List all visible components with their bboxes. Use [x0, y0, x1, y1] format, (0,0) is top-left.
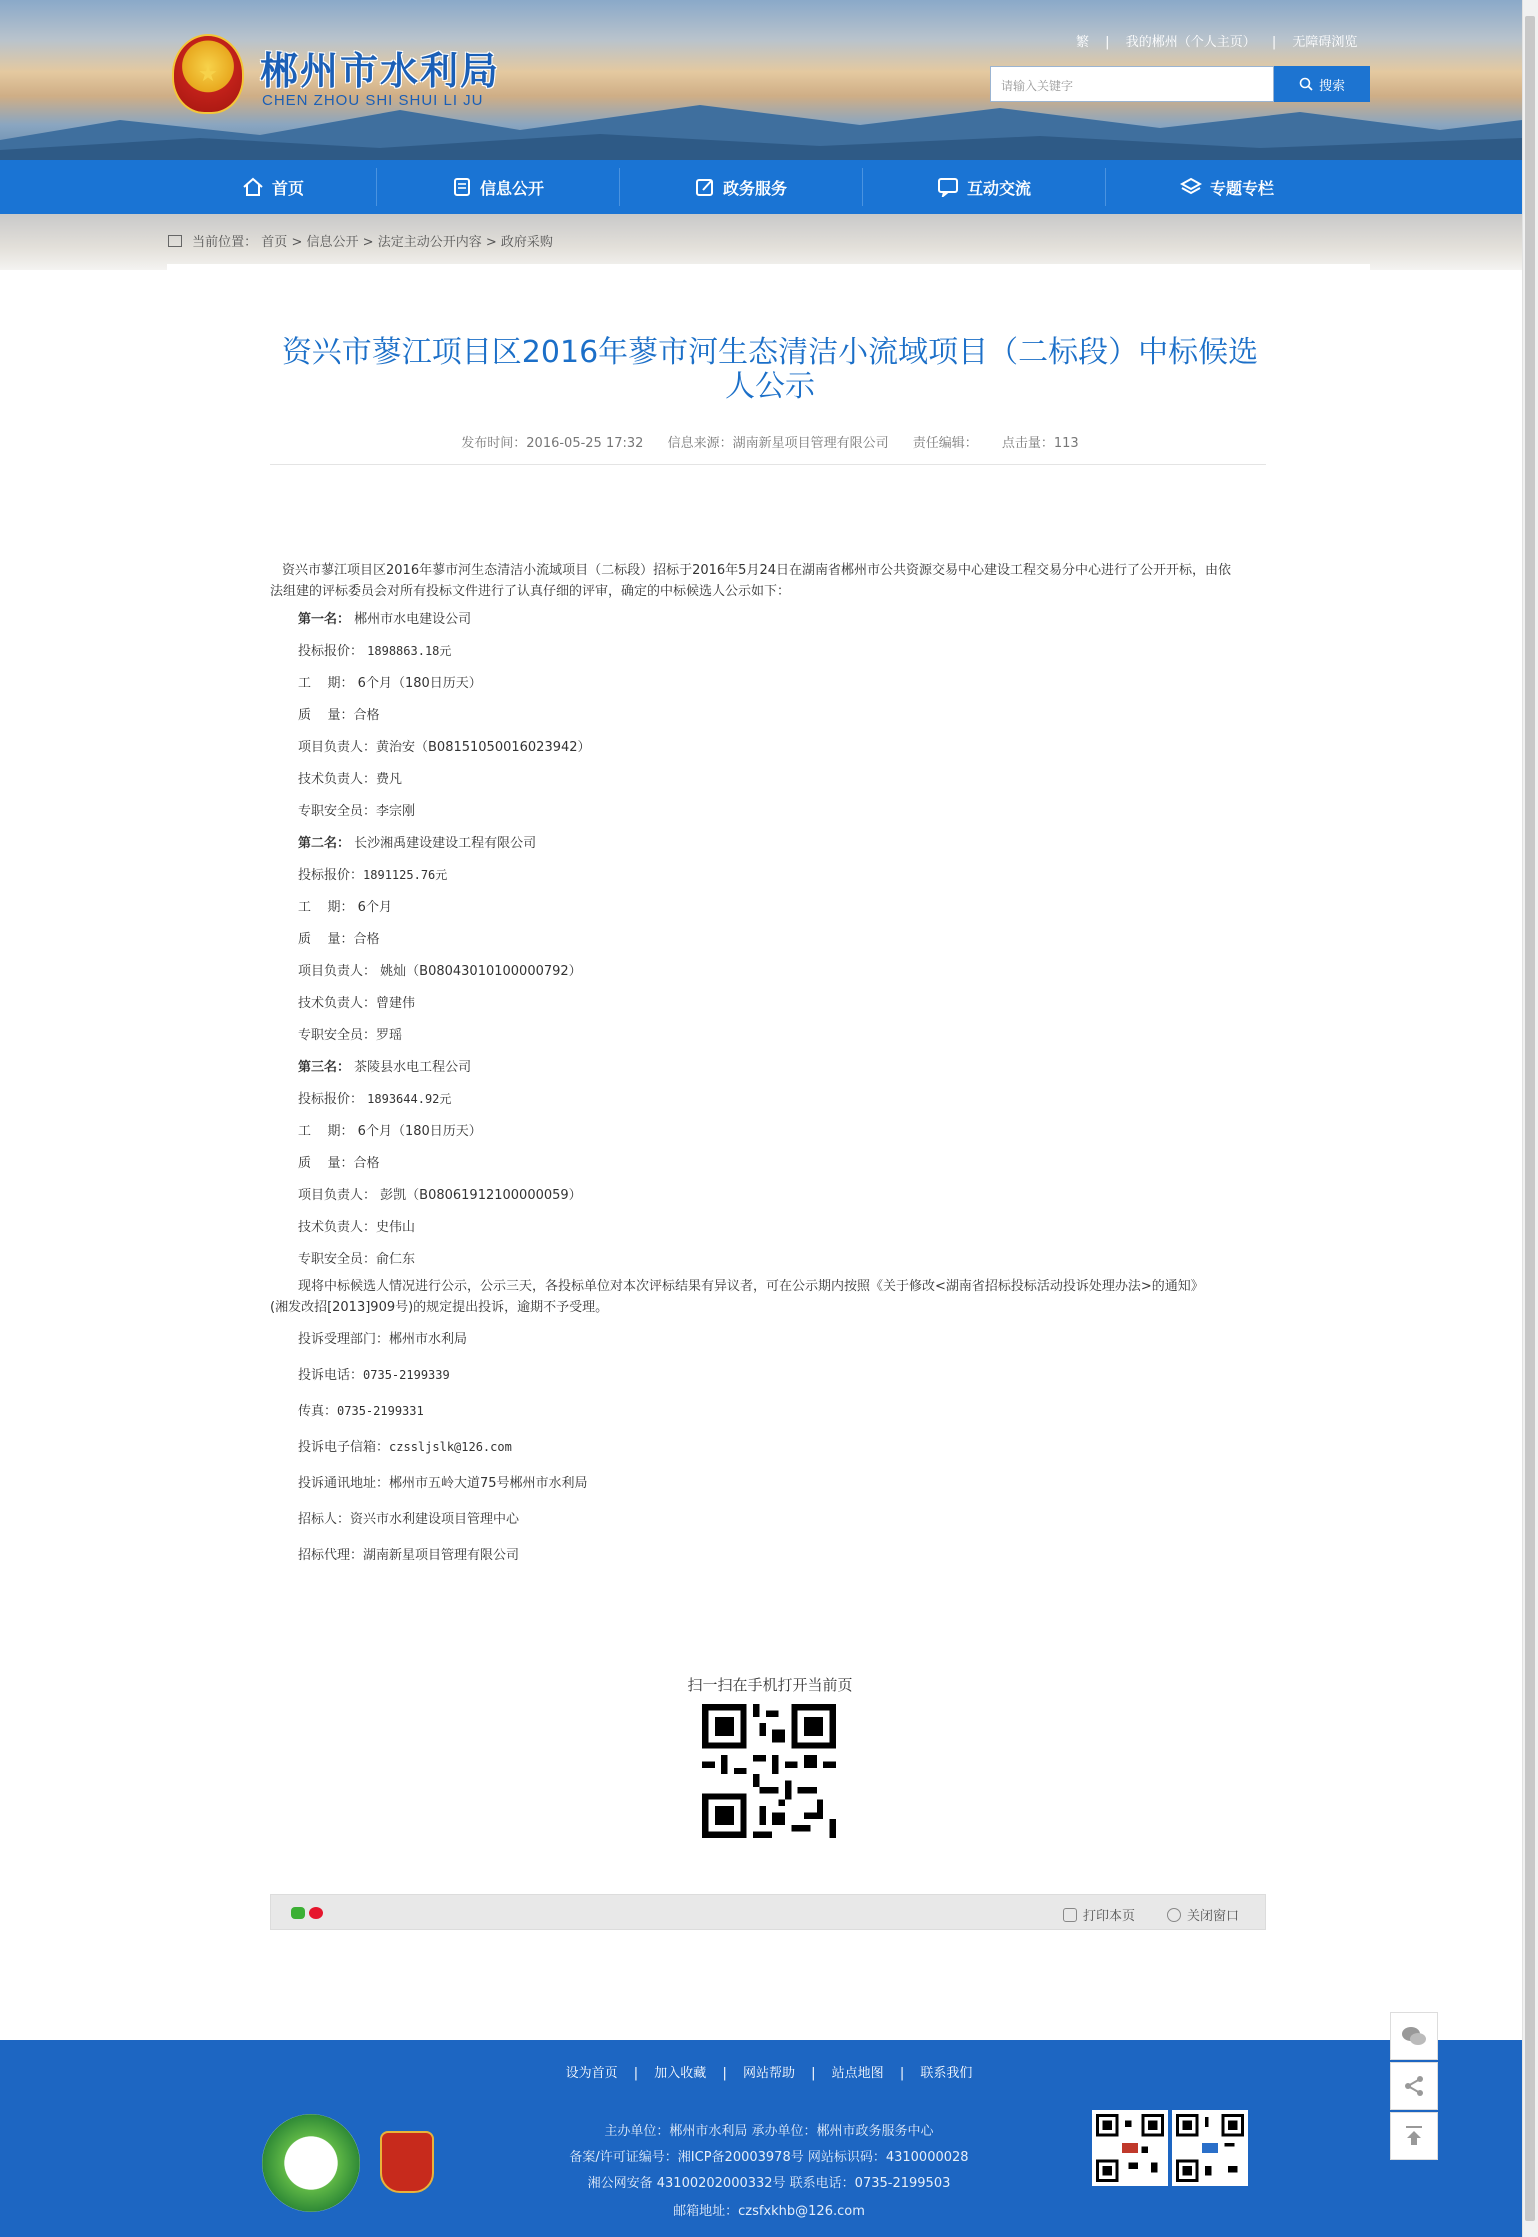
close-window-button[interactable]: 关闭窗口 — [1167, 1905, 1239, 1924]
footer-host: 主办单位：郴州市水利局 承办单位：郴州市政务服务中心 — [604, 2124, 934, 2139]
accessibility-link[interactable]: 无障碍浏览 — [1292, 35, 1358, 50]
intro-line-1: 资兴市蓼江项目区2016年蓼市河生态清洁小流域项目（二标段）招标于2016年5月24日在湖南省郴州市公共资源交易中心建设工程交易分中心进行了公开开标，由依 — [282, 563, 1231, 578]
notice-line-2: (湘发改招[2013]909号)的规定提出投诉，逾期不予受理。 — [270, 1300, 609, 1315]
civilized-website-badge[interactable] — [262, 2114, 360, 2212]
title-divider — [270, 464, 1266, 465]
breadcrumb-home[interactable]: 首页 — [261, 235, 288, 250]
nav-item-interaction[interactable] — [863, 160, 1105, 214]
candidate-3-quality: 质 量：合格 — [298, 1156, 380, 1171]
print-button[interactable]: 打印本页 — [1063, 1905, 1135, 1924]
home-icon — [168, 235, 182, 247]
notice-paragraph — [270, 1276, 1266, 1318]
contact-email: 投诉电子信箱：czssljslk@126.com — [298, 1440, 512, 1455]
back-to-top-button[interactable] — [1390, 2112, 1438, 2160]
share-float-button[interactable] — [1390, 2062, 1438, 2110]
contact-fax: 传真：0735-2199331 — [298, 1404, 424, 1419]
separator: | — [1105, 35, 1110, 50]
edit-icon — [695, 177, 715, 197]
nav-label: 政务服务 — [722, 178, 787, 198]
candidate-2-rank: 第二名： 长沙湘禹建设建设工程有限公司 — [298, 836, 537, 851]
separator: | — [722, 2066, 727, 2081]
contact-link[interactable]: 联系我们 — [920, 2066, 973, 2081]
nav-label: 互动交流 — [966, 178, 1031, 198]
notice-line-1: 现将中标候选人情况进行公示，公示三天，各投标单位对本次评标结果有异议者，可在公示期内按照《关于修改<湖南省招标投标活动投诉处理办法>的通知》 — [298, 1279, 1204, 1294]
intro-paragraph — [270, 560, 1266, 602]
chat-icon — [937, 177, 959, 197]
separator: | — [1271, 35, 1277, 50]
breadcrumb-procurement[interactable]: 政府采购 — [500, 235, 553, 250]
breadcrumb-info-public[interactable]: 信息公开 — [306, 235, 359, 250]
article-meta — [270, 432, 1270, 451]
nav-label: 信息公开 — [479, 178, 544, 198]
main-nav — [0, 160, 1522, 214]
nav-item-home[interactable] — [170, 160, 376, 214]
candidate-1-safety: 专职安全员：李宗刚 — [298, 804, 416, 819]
my-chenzhou-link[interactable]: 我的郴州（个人主页） — [1125, 35, 1256, 50]
nav-label: 专题专栏 — [1209, 178, 1274, 198]
footer-police[interactable]: 湘公网安备 43100202000332号 联系电话：0735-2199503 — [587, 2176, 951, 2191]
candidate-2-safety: 专职安全员：罗瑶 — [298, 1028, 403, 1043]
separator: | — [633, 2066, 639, 2081]
candidate-1-pm: 项目负责人：黄治安（B08151050016023942） — [298, 740, 591, 755]
layers-icon — [1180, 177, 1202, 197]
publish-time: 发布时间：2016-05-25 17:32 — [461, 436, 644, 451]
national-emblem-logo[interactable]: ★ — [172, 34, 244, 114]
editor: 责任编辑： — [912, 436, 978, 451]
top-links — [1070, 31, 1363, 50]
footer-email: 邮箱地址：czsfxkhb@126.com — [673, 2204, 865, 2219]
set-homepage-link[interactable]: 设为首页 — [565, 2066, 618, 2081]
candidate-1-price: 投标报价： 1898863.18元 — [298, 644, 452, 659]
breadcrumb-statutory[interactable]: 法定主动公开内容 — [377, 235, 482, 250]
candidate-1-quality: 质 量：合格 — [298, 708, 380, 723]
footer-qr-code-2 — [1172, 2110, 1248, 2186]
qr-title: 扫一扫在手机打开当前页 — [687, 1676, 853, 1694]
breadcrumb-sep: > — [362, 235, 374, 250]
search-button-label: 搜索 — [1318, 78, 1345, 94]
share-bar — [270, 1894, 1266, 1930]
candidate-2-tech: 技术负责人：曾建伟 — [298, 996, 416, 1011]
contact-tenderer: 招标人：资兴市水利建设项目管理中心 — [298, 1512, 520, 1527]
candidate-3-pm: 项目负责人： 彭凯（B08061912100000059） — [298, 1188, 582, 1203]
add-favorite-link[interactable]: 加入收藏 — [654, 2066, 707, 2081]
home-icon — [242, 177, 264, 197]
hit-count: 点击量：113 — [1001, 436, 1079, 451]
document-icon — [452, 177, 472, 197]
search-icon — [1299, 77, 1313, 91]
search-input[interactable]: 请输入关键字 — [990, 66, 1274, 102]
nav-item-info-public[interactable] — [377, 160, 619, 214]
contact-agency: 招标代理：湖南新星项目管理有限公司 — [298, 1548, 520, 1563]
weibo-share-icon[interactable] — [309, 1907, 323, 1919]
share-icon — [1402, 2074, 1426, 2098]
candidate-3-safety: 专职安全员：俞仁东 — [298, 1252, 416, 1267]
print-icon — [1063, 1908, 1077, 1922]
search-button[interactable] — [1274, 66, 1370, 102]
candidate-1-period: 工 期： 6个月（180日历天） — [298, 676, 482, 691]
party-gov-badge[interactable] — [380, 2131, 434, 2193]
page-qr-code — [702, 1704, 836, 1838]
site-pinyin: CHEN ZHOU SHI SHUI LI JU — [262, 92, 484, 109]
candidate-3-rank: 第三名： 茶陵县水电工程公司 — [298, 1060, 472, 1075]
info-source: 信息来源：湖南新星项目管理有限公司 — [667, 436, 889, 451]
contact-dept: 投诉受理部门：郴州市水利局 — [298, 1332, 468, 1347]
nav-item-special-topics[interactable] — [1106, 160, 1348, 214]
sitemap-link[interactable]: 站点地图 — [831, 2066, 884, 2081]
footer-links — [0, 2062, 1538, 2081]
intro-line-2: 法组建的评标委员会对所有投标文件进行了认真仔细的评审，确定的中标候选人公示如下： — [270, 584, 791, 599]
breadcrumb-prefix: 当前位置： — [192, 235, 258, 250]
wechat-float-button[interactable] — [1390, 2012, 1438, 2060]
candidate-3-price: 投标报价： 1893644.92元 — [298, 1092, 452, 1107]
candidate-3-tech: 技术负责人：史伟山 — [298, 1220, 416, 1235]
candidate-2-quality: 质 量：合格 — [298, 932, 380, 947]
traditional-chinese-link[interactable]: 繁 — [1076, 35, 1090, 50]
separator: | — [899, 2066, 905, 2081]
candidate-1-rank: 第一名： 郴州市水电建设公司 — [298, 612, 472, 627]
candidate-3-period: 工 期： 6个月（180日历天） — [298, 1124, 482, 1139]
wechat-icon — [1401, 2025, 1427, 2047]
breadcrumb-sep: > — [485, 235, 497, 250]
candidate-2-period: 工 期： 6个月 — [298, 900, 392, 915]
contact-phone: 投诉电话：0735-2199339 — [298, 1368, 450, 1383]
help-link[interactable]: 网站帮助 — [742, 2066, 795, 2081]
footer-qr-code-1 — [1092, 2110, 1168, 2186]
footer-icp[interactable]: 备案/许可证编号：湘ICP备20003978号 网站标识码：4310000028 — [569, 2150, 969, 2165]
candidate-2-price: 投标报价：1891125.76元 — [298, 868, 448, 883]
contact-address: 投诉通讯地址：郴州市五岭大道75号郴州市水利局 — [298, 1476, 588, 1491]
close-icon — [1167, 1908, 1181, 1922]
nav-label: 首页 — [271, 178, 304, 198]
breadcrumb-sep: > — [291, 235, 303, 250]
candidate-1-tech: 技术负责人：费凡 — [298, 772, 403, 787]
separator: | — [811, 2066, 816, 2081]
nav-item-gov-service[interactable] — [620, 160, 862, 214]
candidate-2-pm: 项目负责人： 姚灿（B08043010100000792） — [298, 964, 582, 979]
wechat-share-icon[interactable] — [291, 1907, 305, 1919]
article-title: 资兴市蓼江项目区2016年蓼市河生态清洁小流域项目（二标段）中标候选人公示 — [281, 335, 1259, 404]
site-title[interactable]: 郴州市水利局 — [260, 49, 501, 93]
back-to-top-icon — [1402, 2124, 1426, 2148]
scrollbar-thumb[interactable] — [1525, 16, 1535, 2221]
breadcrumb — [168, 231, 553, 250]
